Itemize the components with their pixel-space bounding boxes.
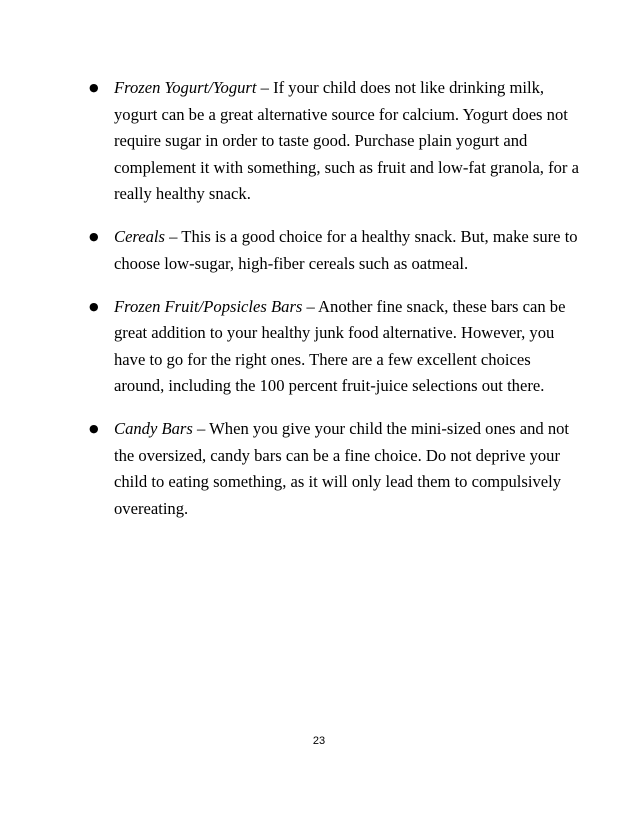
item-term: Cereals [114,227,166,246]
bullet-icon: ● [89,230,99,243]
item-term: Candy Bars [114,419,193,438]
item-description: – If your child does not like drinking milk, yogurt can be a great alternative source for calcium. Yogurt does not require sugar in order to taste good. Purchase plain yogurt and complement it with something, such as fruit and low-fat granola, for a really healthy snack. [114,78,579,203]
list-item-candy-bars [84,416,584,522]
bullet-icon: ● [89,422,99,435]
list-item-frozen-fruit [84,294,584,400]
page-number: 23 [312,735,326,747]
snack-bullet-list [84,75,584,539]
bullet-icon: ● [89,299,99,313]
item-term: Frozen Fruit/Popsicles Bars [114,296,303,316]
item-description: – Another fine snack, these bars can be great addition to your healthy junk food alternative. However, you have to go for the right ones. There are a few excellent choices around, including the 100 percent fruit-juice selections out there. [114,296,566,395]
list-item-frozen-yogurt [84,75,584,208]
bullet-icon: ● [89,81,99,94]
list-item-cereals [84,224,584,277]
item-description: – This is a good choice for a healthy snack. But, make sure to choose low-sugar, high-fiber cereals such as oatmeal. [114,227,578,273]
item-description: – When you give your child the mini-sized ones and not the oversized, candy bars can be a fine choice. Do not deprive your child to eating something, as it will only lead them to compulsively overeating. [114,419,570,518]
item-term: Frozen Yogurt/Yogurt [114,78,257,97]
